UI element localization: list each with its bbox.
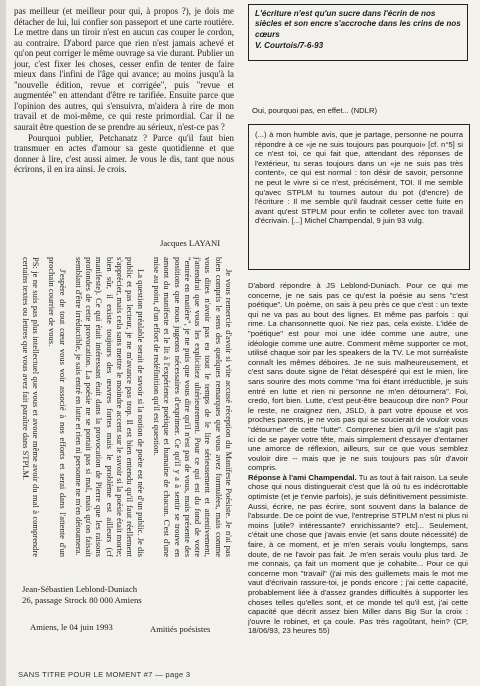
quote-text: L'écriture n'est qu'un sucre dans l'écrin de nos siècles et son encre s'accroche dans les crins de nos cœurs xyxy=(255,9,461,39)
reply-column xyxy=(248,281,468,636)
quote-box xyxy=(248,4,468,61)
reply-paragraph: D'abord répondre à JS Leblond-Duniach. Pour ce qui me concerne, je ne sais pas ce qu'est la poésie au sens "c'est poétique". Un poème, on sais à peu près ce que c'est : un texte qui ne va pas au bout des lignes. Et même pas parfois : qui rime. La chansonnette quoi. Ne riez pas, cela existe. L'idée de "poétique" est pour moi une idée comme une autre, une idéologie comme une autre. Comment même supporter ce mot, utilisé chaque soir par les speakers de la TV. Le mot surréaliste connaît les mêmes déboires. Je ne suis malheureusement, et c'est sans doute signe de l'état désespéré qui est le mien, lire sans sourire des mots comme "ma foi étant irréductible, je suis entré en lutte et rien ni personne ne m'en détournera". Foi, credo, fort bien. Lutte, c'est peut-être beaucoup dire non? Pour le reste, ne craignez rien, JSLD, à part votre épouse et vos proches parents, je ne vois pas qui se soucierait de vouloir vous "détourner" de cette "lutte". Comprenez bien qu'il ne s'agit pas ici de se payer votre tête, mais simplement d'essayer d'entamer une amorce de réflexion, ailleurs, sur ce que vous semblez vouloir dire -- mais que je ne suis toujours pas sûr d'avoir compris. xyxy=(248,281,468,473)
essay-paragraph: pas meilleur (et meilleur pour qui, à propos ?), je dois me détacher de lui, lui confier son passeport et une carte routière. Le mettre dans un tiroir n'est en aucun cas couper le cordon, au contraire. D'abord parce que rien n'est jamais achevé et qu'on peut corriger le même ouvrage sa vie durant. Publier un jour, c'est fixer les choses, cesser enfin de tenter de faire mieux dans l'infini de l'âge qui avance; au moins jusqu'à la "nouvelle édition, revue et corrigée", puis "revue et augmentée" en attendant d'être re tarifiée. Ensuite parce que l'opinion des autres, qui s'ensuivra, m'aidera à rire de mon travail et de moi-même, ce qui reste primordial. Car il ne saurait être question de se prendre au sérieux, n'est-ce pas ? xyxy=(14,6,234,133)
letter-sender-name: Jean-Sébastien Leblond-Duniach xyxy=(22,584,138,594)
page-footer: SANS TITRE POUR LE MOMENT #7 — page 3 xyxy=(18,670,191,679)
quoted-letter-text: (...) à mon humble avis, que je partage, personne ne pourra répondre à ce «je ne suis toujours pas pourquoi» [cf. n°5] si ce n'est toi, ce qui fait que, attendant des réponses de l'extérieur, tu seras toujours dans un «je ne suis pas très content», ce qui est normal : ton désir de savoir, personne ne peut le vivre si ce n'est, précisément, TOI. Il me semble qu'avec STPLM tu tournes autour du pot (d'encre) de l'écriture : Il me semble qu'il faudrait cesser cette fuite en avant qu'est STPLM pour enfin te colleter avec ton travail d'écrivain. [...] Michel Champendal, 9 juin 93 vulg. xyxy=(255,130,463,226)
quote-author: V. Courtois/7-6-93 xyxy=(255,41,324,51)
essay-paragraph: Pourquoi publier, Petchanatz ? Parce qu'il faut bien transmuer en actes d'amour sa geste quotidienne et que donner à lire, c'est aussi aimer. Je vous le dis, tant que nous écrirons, il en ira ainsi. Je crois. xyxy=(14,132,234,175)
letter-postscript: PS: je ne suis pas plus intellectuel que vous et avoue même avoir du mal à comprendre certains textes ou lettres que vous avez fait paraître dans STPLM. xyxy=(20,257,41,557)
letter-paragraph: J'espère de tout cœur vous voir associé à nos efforts et serai dans l'attente d'un prochain courrier de vous. xyxy=(47,257,68,557)
letter-date: Amiens, le 04 juin 1993 xyxy=(30,622,113,632)
reply-heading: Réponse à l'ami Champendal. xyxy=(248,472,357,482)
rotated-letter xyxy=(14,257,234,557)
quoted-letter-box xyxy=(248,124,470,270)
letter-closing: Amitiés poésistes xyxy=(150,624,211,634)
reply-paragraph: Tu as tout à fait raison. La seule chose qui nous distinguerait c'est que là où tu es indécrottable optimiste (et je t'envie parfois), je suis définitivement pessimiste. Aussi, écrire, ne pas écrire, sont souvent dans la balance de l'absurde. De ce point de vue, l'entreprise STPLM n'est ni plus ni moins [utile? intéressante? enrichissante? etc]... Seulement, c'était une chose que j'avais envie (et sans doute nécessité) de faire, à ce moment, et je m'en serais voulu longtemps, sans doute, de ne l'avoir pas fait. Je m'en serais voulu plus tard. Je me connais, ça fait un moment que je cohabite... Pour ce qui concerne mon "travail" (j'ai mis des guillemets mais le mot me vaut d'écrivain rassure-toi, je ponds encore ; j'ai cette capacité, probablement liée à d'assez grandes difficultés à supporter les choses telles qu'elles sont, et ce monde tel qu'il est, j'ai cette capacité que décrit assez bien Miller dans Big Sur la croix : j'ouvre le robinet, et ça coule. Pas très ragoûtant, hein? (CP, 18/06/93, 23 heures 55) xyxy=(248,472,468,636)
letter-paragraph: La question préalable serait de savoir si la notion de poète est née d'un public. Je dis public et pas lecteur, je ne m'avance pas trop. Il est bien entendu qu'il faut réellement s'apprécier, mais cela sans mettre le moindre accent sur le savoir si la poésie était morte; bien sûr, il existe toujours des œuvres fortes mais le problème est ailleurs (cf manifeste). Ce qui était intéressant était dans la provocation de Pierre que les raisons profondes de cette provocation. La poésie ne se portait pas si mal, mais qu'on faisait semblant d'être irréductible, je sais entré en lutte et rien ni personne ne m'en détournera. xyxy=(73,257,146,557)
letter-sender-address: 26, passage Strock 80 000 Amiens xyxy=(22,595,142,605)
essay-signature: Jacques LAYANI xyxy=(160,238,221,248)
ndlr-intro: Oui, pourquoi pas, en effet... (NDLR) xyxy=(252,106,378,115)
essay-column xyxy=(14,6,234,175)
letter-paragraph: Je vous remercie d'avoir si vite accusé réception du Manifeste Poésiste. Je n'ai pas bien compris le sens des quelques remarques que vous avez formulées, mais comme vous dites n'avoir pas eu tout le temps de le lire sérieusement et attentivement, j'attendrai que vous les explicitiez ultérieurement. Pour ce qui est du fond de votre "entrée en matière", je ne puis que vous dire qu'il n'est pas de vous, mais présente des positions que nous jugeons nécessaires d'exprimer. Ce qu'il y a à sentir se trouve en amont du manifeste et le lit à l'expérience poétique et humaine de chacun. C'est d'une mise au point, d'un effort de redéfinition qu'il est question. xyxy=(151,257,234,557)
